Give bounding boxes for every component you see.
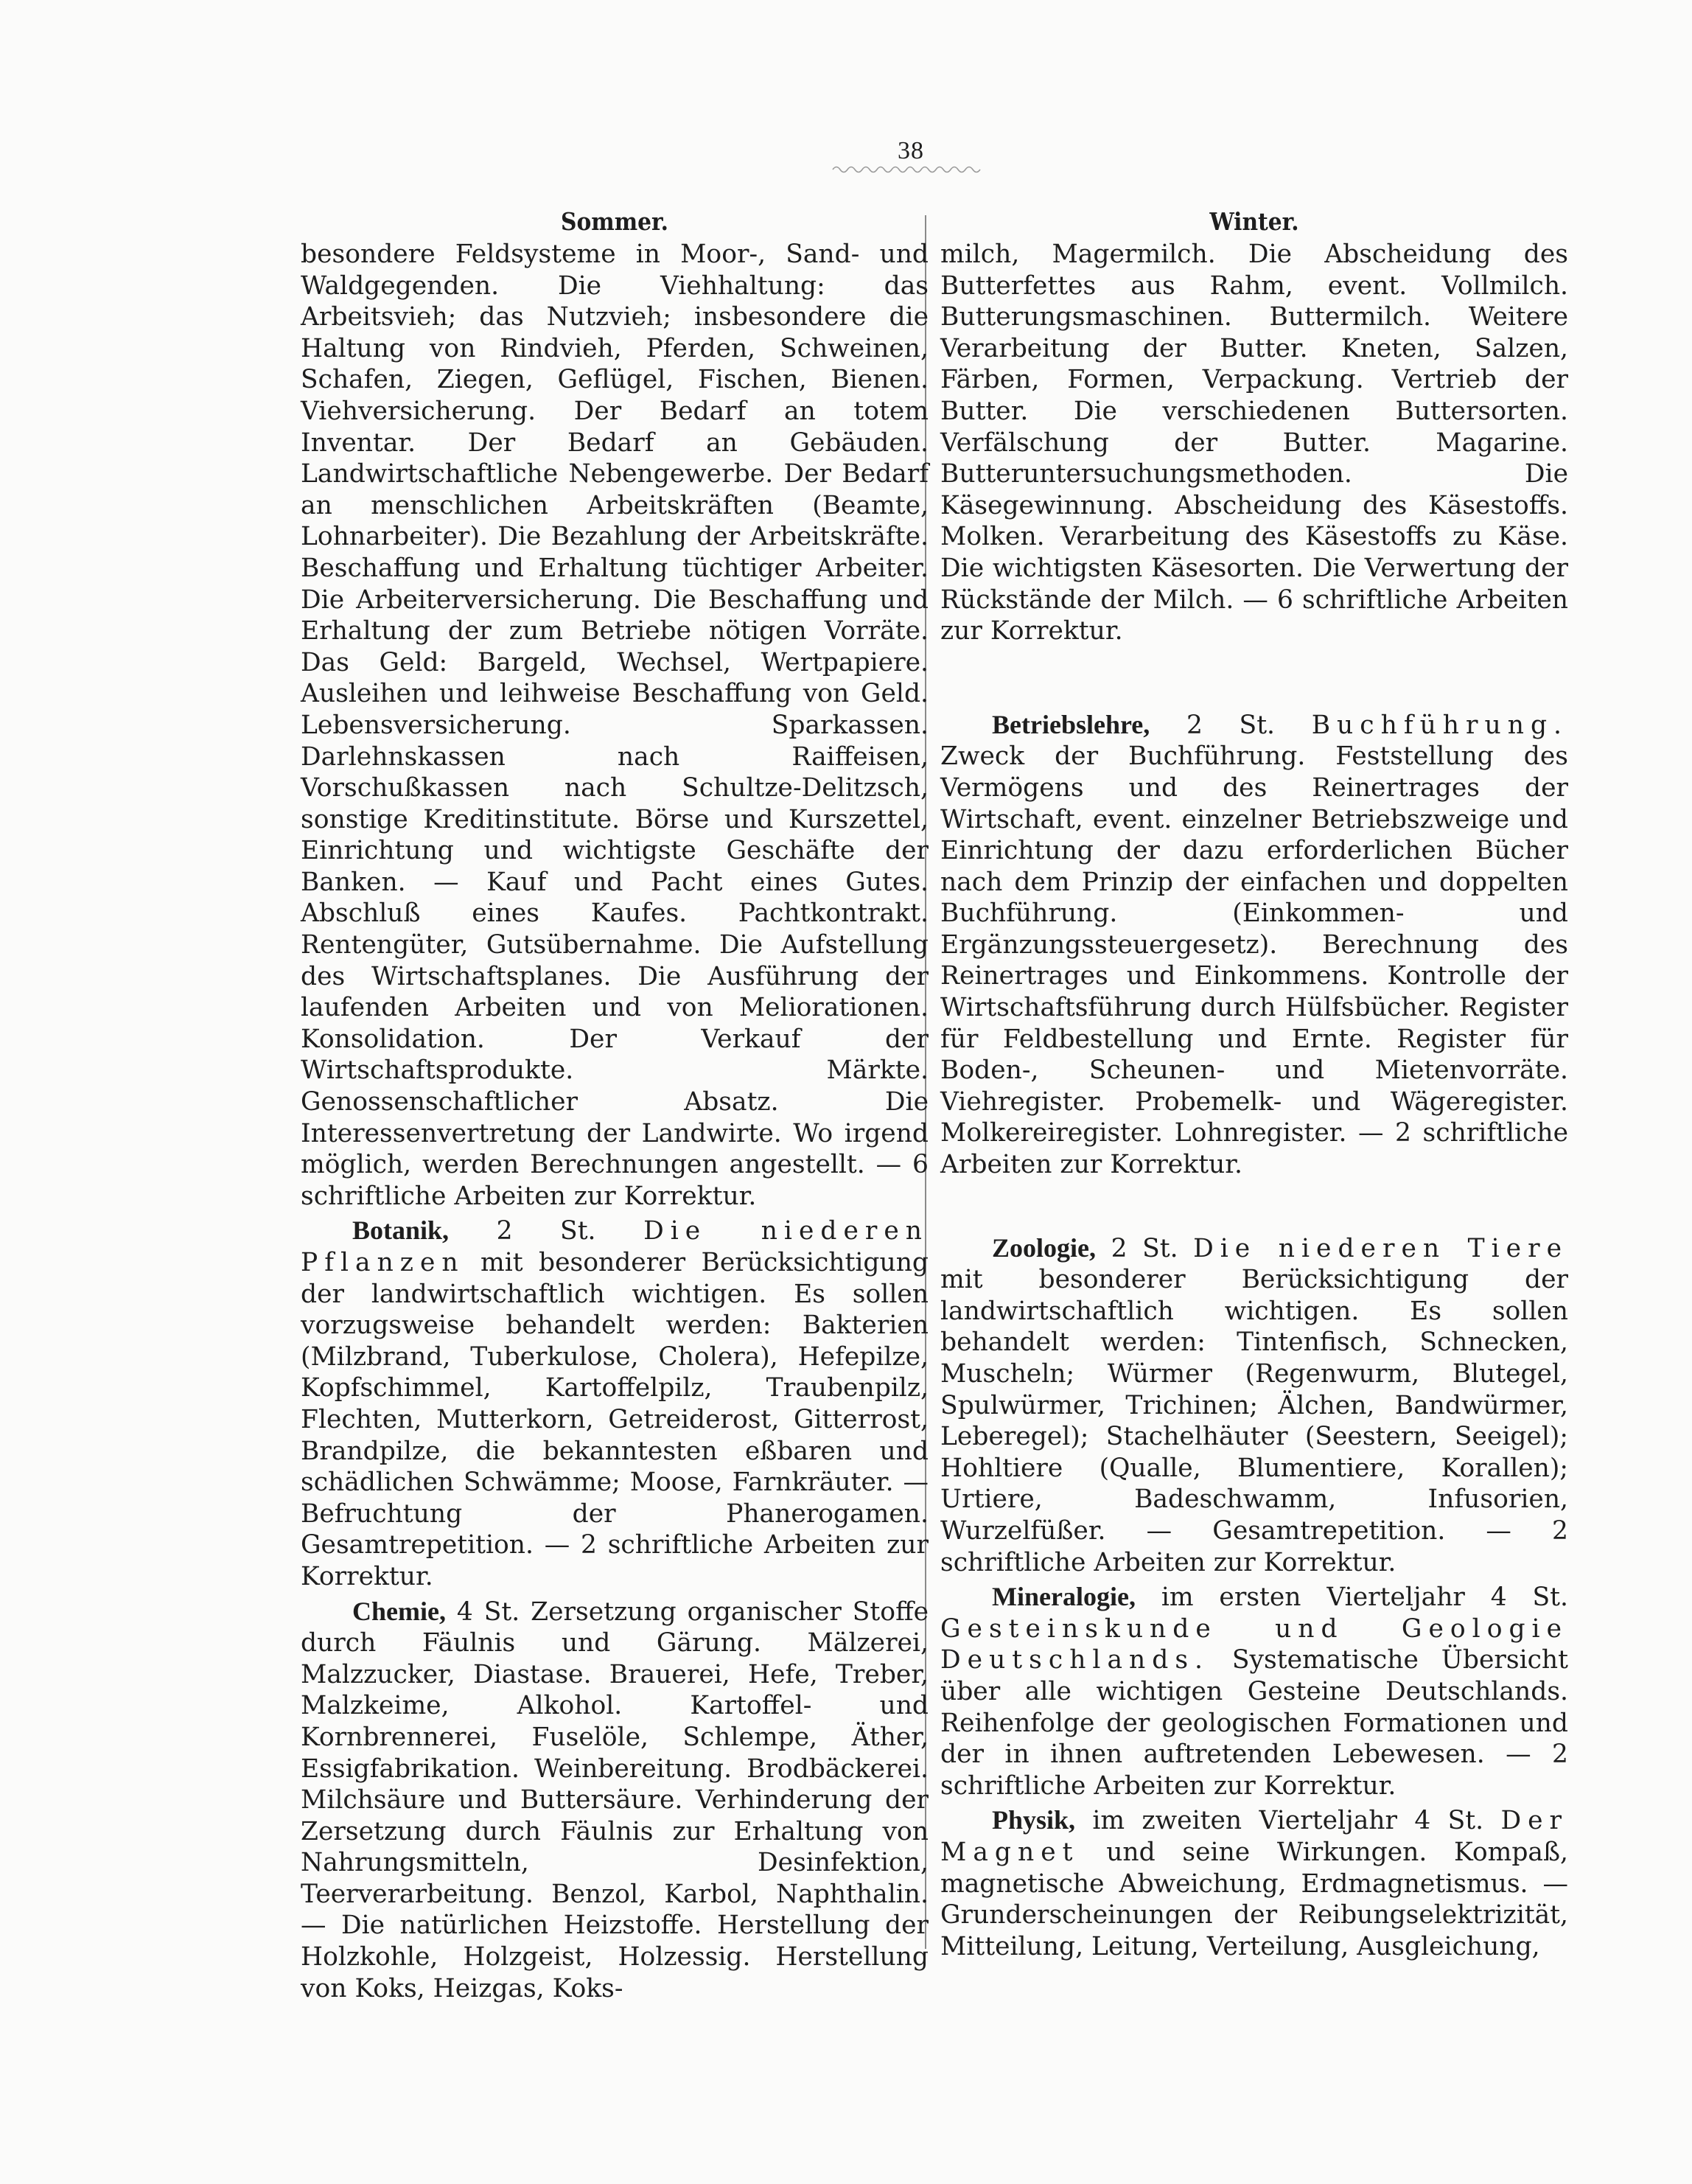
subject-body: mit besonderer Berücksichtigung der landwirtschaftlich wichtigen. Es sollen behandelt werden: Tintenfisch, Schnecken, Muscheln; Würmer (Regenwurm, Blutegel, Spulwürmer, Trichinen; Älchen, Bandwürmer, Leberegel); Stachelhäuter (Seestern, Seeigel); Hohltiere (Qualle, Blumentiere, Korallen); Urtiere, Badeschwamm, Infusorien, Wurzelfüßer. — Gesamtrepetition. — 2 schriftliche Arbeiten zur Korrektur. (940, 1265, 1568, 1577)
subject-topic: Der Magnet (940, 1806, 1569, 1867)
section-physik (940, 1804, 1568, 1962)
subject-title: Betriebslehre, (992, 709, 1150, 739)
subject-topic: Die niederen Pflanzen (301, 1216, 929, 1277)
subject-hours: im zweiten Vierteljahr 4 St. (1092, 1806, 1484, 1836)
subject-title: Chemie, (352, 1596, 446, 1626)
subject-hours: 2 St. (1111, 1233, 1178, 1263)
subject-hours: im ersten Vierteljahr 4 St. (1161, 1583, 1569, 1613)
column-heading-summer: Sommer. (561, 207, 668, 236)
subject-topic: Gesteinskunde und Geologie Deutschlands. (940, 1613, 1568, 1675)
subject-body: mit besonderer Berücksichtigung der landwirtschaftlich wichtigen. Es sollen vorzugsweise behandelt werden: Bakterien (Milzbrand, Tuberkulose, Cholera), Hefepilze, Kopfschimmel, Kartoffelpilz, Traubenpilz, Flechten, Mutterkorn, Getreiderost, Gitterrost, Brandpilze, die bekanntesten eßbaren und schädlichen Schwämme; Moose, Farnkräuter. — Befruchtung der Phanerogamen. Gesamtrepetition. — 2 schriftliche Arbeiten zur Korrektur. (301, 1248, 929, 1591)
section-chemie (301, 1596, 929, 2005)
summer-intro-paragraph: besondere Feldsysteme in Moor-, Sand- und Waldgegenden. Die Viehhaltung: das Arbeitsvieh; das Nutzvieh; insbesondere die Haltung von Rindvieh, Pferden, Schweinen, Schafen, Ziegen, Geflügel, Fischen, Bienen. Viehversicherung. Der Bedarf an totem Inventar. Der Bedarf an Gebäuden. Landwirtschaftliche Nebengewerbe. Der Bedarf an menschlichen Arbeitskräften (Beamte, Lohnarbeiter). Die Bezahlung der Arbeitskräfte. Beschaffung und Erhaltung tüchtiger Arbeiter. Die Arbeiterversicherung. Die Beschaffung und Erhaltung der zum Betriebe nötigen Vorräte. Das Geld: Bargeld, Wechsel, Wertpapiere. Ausleihen und leihweise Beschaffung von Geld. Lebensversicherung. Sparkassen. Darlehnskassen nach Raiffeisen, Vorschußkassen nach Schultze-Delitzsch, sonstige Kreditinstitute. Börse und Kurszettel, Einrichtung und wichtigste Geschäfte der Banken. — Kauf und Pacht eines Gutes. Abschluß eines Kaufes. Pachtkontrakt. Rentengüter, Gutsübernahme. Die Aufstellung des Wirtschaftsplanes. Die Ausführung der laufenden Arbeiten und von Meliorationen. Konsolidation. Der Verkauf der Wirtschaftsprodukte. Märkte. Genossenschaftlicher Absatz. Die Interessenvertretung der Landwirte. Wo irgend möglich, werden Berechnungen angestellt. — 6 schriftliche Arbeiten zur Korrektur. (301, 240, 929, 1211)
column-winter (940, 205, 1568, 1962)
subject-title: Mineralogie, (992, 1582, 1136, 1612)
section-zoologie (940, 1232, 1568, 1579)
winter-intro-paragraph: milch, Magermilch. Die Abscheidung des Butterfettes aus Rahm, event. Vollmilch. Butterungsmaschinen. Buttermilch. Weitere Verarbeitung der Butter. Kneten, Salzen, Färben, Formen, Verpackung. Vertrieb der Butter. Die verschiedenen Buttersorten. Verfälschung der Butter. Magarine. Butteruntersuchungsmethoden. Die Käsegewinnung. Abscheidung des Käsestoffs. Molken. Verarbeitung des Käsestoffs zu Käse. Die wichtigsten Käsesorten. Die Verwertung der Rückstände der Milch. — 6 schriftliche Arbeiten zur Korrektur. (940, 240, 1568, 646)
subject-body: Zweck der Buchführung. Feststellung des Vermögens und des Reinertrages der Wirtschaft, event. einzelner Betriebszweige und Einrichtung der dazu erforderlichen Bücher nach dem Prinzip der einfachen und doppelten Buchführung. (Einkommen- und Ergänzungssteuergesetz). Berechnung des Reinertrages und Einkommens. Kontrolle der Wirtschaftsführung durch Hülfsbücher. Register für Feldbestellung und Ernte. Register für Boden-, Scheunen- und Mietenvorräte. Viehregister. Probemelk- und Wägeregister. Molkereiregister. Lohnregister. — 2 schriftliche Arbeiten zur Korrektur. (940, 742, 1568, 1180)
wavy-rule-ornament (831, 164, 986, 175)
subject-body: und seine Wirkungen. Kompaß, magnetische Abweichung, Erdmagnetismus. — Grunderscheinungen der Reibungselektrizität, Mitteilung, Leitung, Verteilung, Ausgleichung, (940, 1837, 1569, 1961)
column-summer (301, 205, 929, 2004)
subject-topic: Buchführung. (1311, 710, 1569, 740)
subject-hours: 2 St. (496, 1216, 596, 1246)
section-betriebslehre (940, 709, 1568, 1181)
column-heading-winter: Winter. (1209, 207, 1299, 236)
subject-title: Physik, (992, 1805, 1076, 1835)
subject-body: Zersetzung organischer Stoffe durch Fäulnis und Gärung. Mälzerei, Malzzucker, Diastase. Brauerei, Hefe, Treber, Malzkeime, Alkohol. Kartoffel- und Kornbrennerei, Fuselöle, Schlempe, Äther, Essigfabrikation. Weinbereitung. Brodbäckerei. Milchsäure und Buttersäure. Verhinderung der Zersetzung durch Fäulnis zur Erhaltung von Nahrungsmitteln, Desinfektion, Teerverarbeitung. Benzol, Karbol, Naphthalin. — Die natürlichen Heizstoffe. Herstellung der Holzkohle, Holzgeist, Holzessig. Herstellung von Koks, Heizgas, Koks- (301, 1597, 929, 2003)
subject-title: Zoologie, (992, 1232, 1096, 1263)
subject-hours: 4 St. (456, 1597, 520, 1627)
subject-hours: 2 St. (1186, 710, 1276, 740)
section-mineralogie (940, 1581, 1568, 1801)
section-botanik (301, 1215, 929, 1592)
subject-body: Systematische Übersicht über alle wichtigen Gesteine Deutschlands. Reihenfolge der geologischen Formationen und der in ihnen auftretenden Lebewesen. — 2 schriftliche Arbeiten zur Korrektur. (940, 1645, 1569, 1801)
subject-topic: Die niederen Tiere (1193, 1233, 1569, 1263)
page-number: 38 (898, 137, 924, 164)
subject-title: Botanik, (352, 1215, 450, 1246)
